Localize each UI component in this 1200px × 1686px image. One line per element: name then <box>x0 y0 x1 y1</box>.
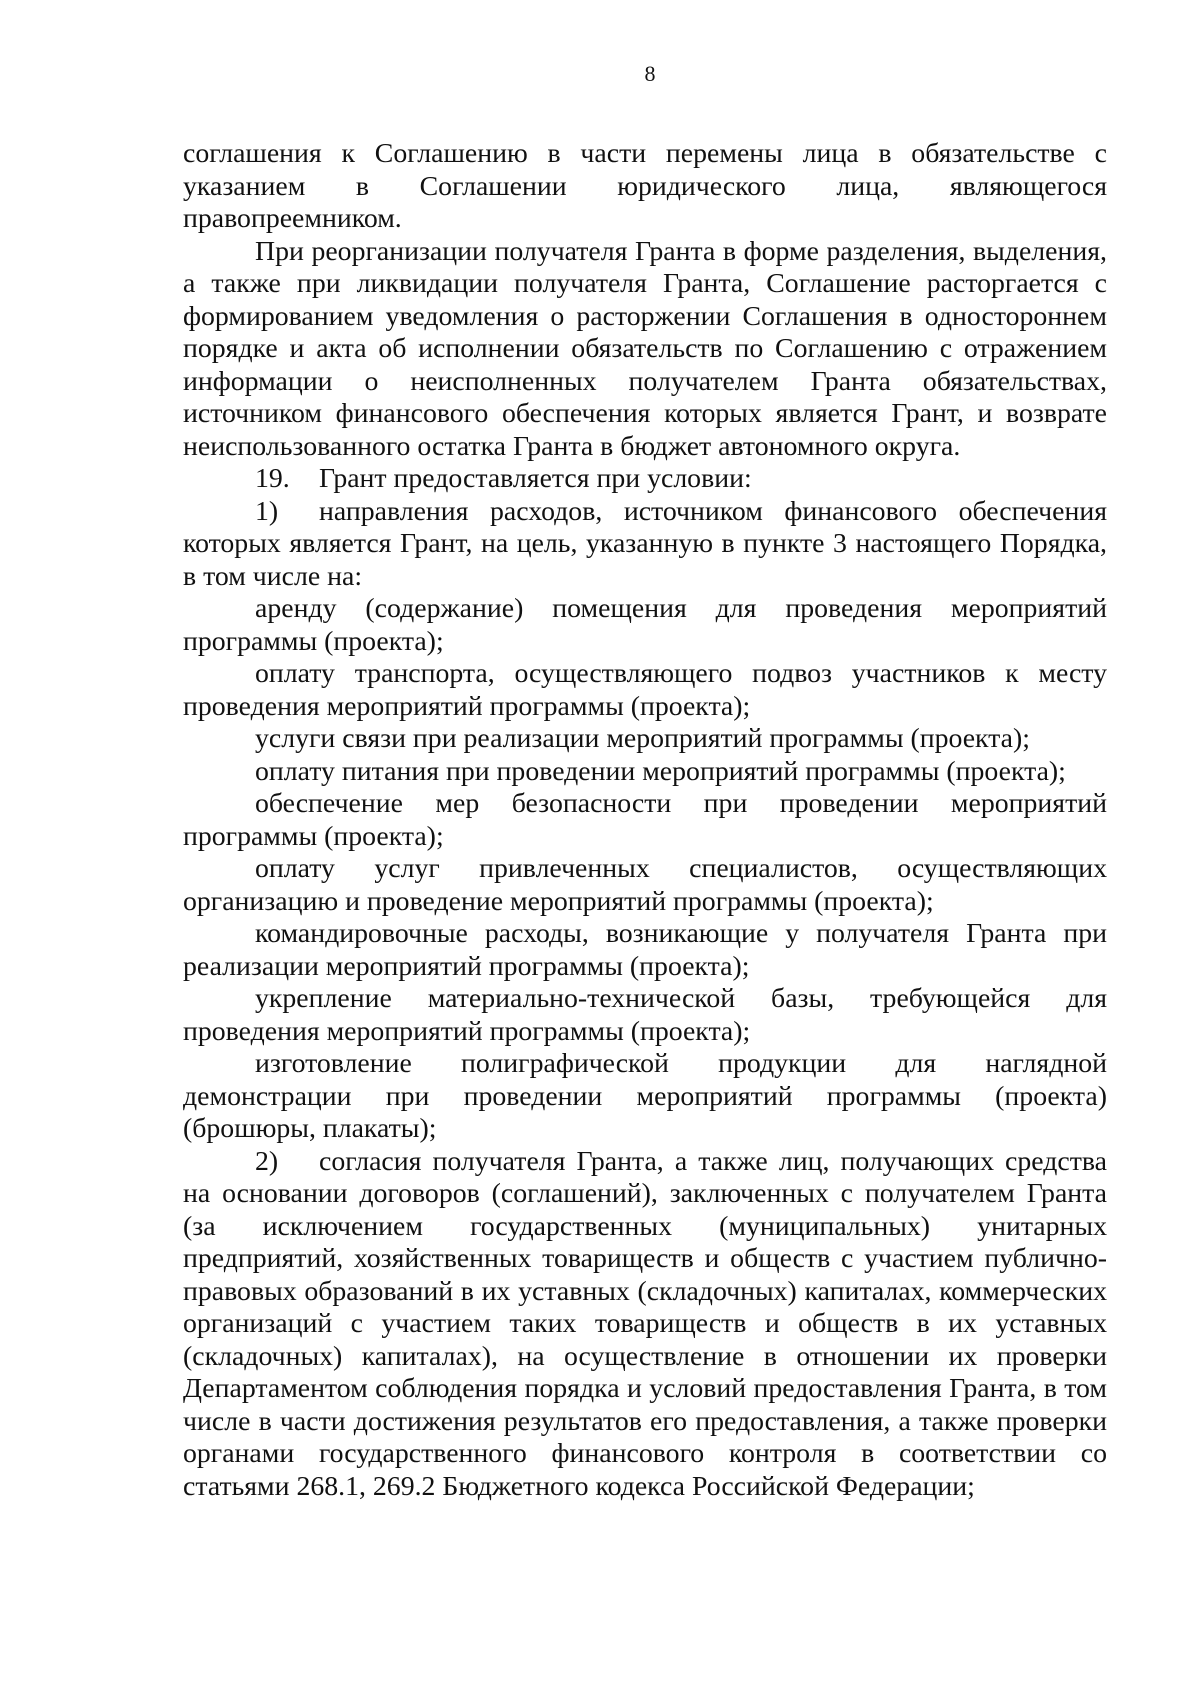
paragraph-text: обеспечение мер безопасности при проведении мероприятий программы (проекта); <box>183 788 1107 852</box>
paragraph-text: направления расходов, источником финансового обеспечения которых является Грант, на цель, указанную в пункте 3 настоящего Порядка, в том числе на: <box>183 495 1107 592</box>
expense-item-communication <box>183 723 1107 756</box>
page-number: 8 <box>644 61 656 86</box>
expense-item-printing <box>183 1048 1107 1146</box>
paragraph-agreement-succession <box>183 138 1107 236</box>
condition-2 <box>183 1146 1107 1504</box>
expense-item-specialists <box>183 853 1107 918</box>
paragraph-text: услуги связи при реализации мероприятий программы (проекта); <box>255 723 1030 754</box>
expense-item-rent <box>183 593 1107 658</box>
paragraph-reorganization <box>183 236 1107 464</box>
expense-item-travel <box>183 918 1107 983</box>
expense-item-transport <box>183 658 1107 723</box>
paragraph-text: оплату питания при проведении мероприятий программы (проекта); <box>255 755 1066 787</box>
paragraph-text: согласия получателя Гранта, а также лиц, получающих средства на основании договоров (соглашений), заключенных с получателем Гранта (за исключением государственных (муниципальных) унитарных предприятий, хозяйственных товариществ и обществ с участием публично-правовых образований в их уставных (складочных) капиталах, коммерческих организаций с участием таких товариществ и обществ в их уставных (складочных) капиталах), на осуществление в отношении их проверки Департаментом соблюдения порядка и условий предоставления Гранта, в том числе в части достижения результатов его предоставления, а также проверки органами государственного финансового контроля в соответствии со статьями 268.1, 269.2 Бюджетного кодекса Российской Федерации; <box>183 1145 1107 1502</box>
item-number: 2) <box>255 1145 279 1177</box>
paragraph-text: командировочные расходы, возникающие у получателя Гранта при реализации мероприятий программы (проекта); <box>183 918 1107 982</box>
paragraph-text: соглашения к Соглашению в части перемены лица в обязательстве с указанием в Соглашении юридического лица, являющегося правопреемником. <box>183 138 1107 234</box>
item-number: 1) <box>255 495 279 527</box>
paragraph-text: Грант предоставляется при условии: <box>319 463 752 494</box>
paragraph-text: При реорганизации получателя Гранта в форме разделения, выделения, а также при ликвидации получателя Гранта, Соглашение расторгается с формированием уведомления о расторжении Соглашения в одностороннем порядке и акта об исполнении обязательств по Соглашению с отражением информации о неисполненных получателем Гранта обязательствах, источником финансового обеспечения которых является Грант, и возврате неиспользованного остатка Гранта в бюджет автономного округа. <box>183 235 1107 462</box>
expense-item-catering <box>183 756 1107 789</box>
paragraph-text: изготовление полиграфической продукции для наглядной демонстрации при проведении мероприятий программы (проекта) (брошюры, плакаты); <box>183 1048 1107 1144</box>
paragraph-text: аренду (содержание) помещения для проведения мероприятий программы (проекта); <box>183 593 1107 657</box>
condition-1 <box>183 496 1107 594</box>
expense-item-security <box>183 788 1107 853</box>
paragraph-text: оплату транспорта, осуществляющего подвоз участников к месту проведения мероприятий программы (проекта); <box>183 658 1107 722</box>
clause-19 <box>183 463 1107 496</box>
expense-item-equipment <box>183 983 1107 1048</box>
paragraph-text: оплату услуг привлеченных специалистов, осуществляющих организацию и проведение мероприятий программы (проекта); <box>183 853 1107 917</box>
clause-number: 19. <box>255 463 290 494</box>
paragraph-text: укрепление материально-технической базы, требующейся для проведения мероприятий программы (проекта); <box>183 983 1107 1047</box>
